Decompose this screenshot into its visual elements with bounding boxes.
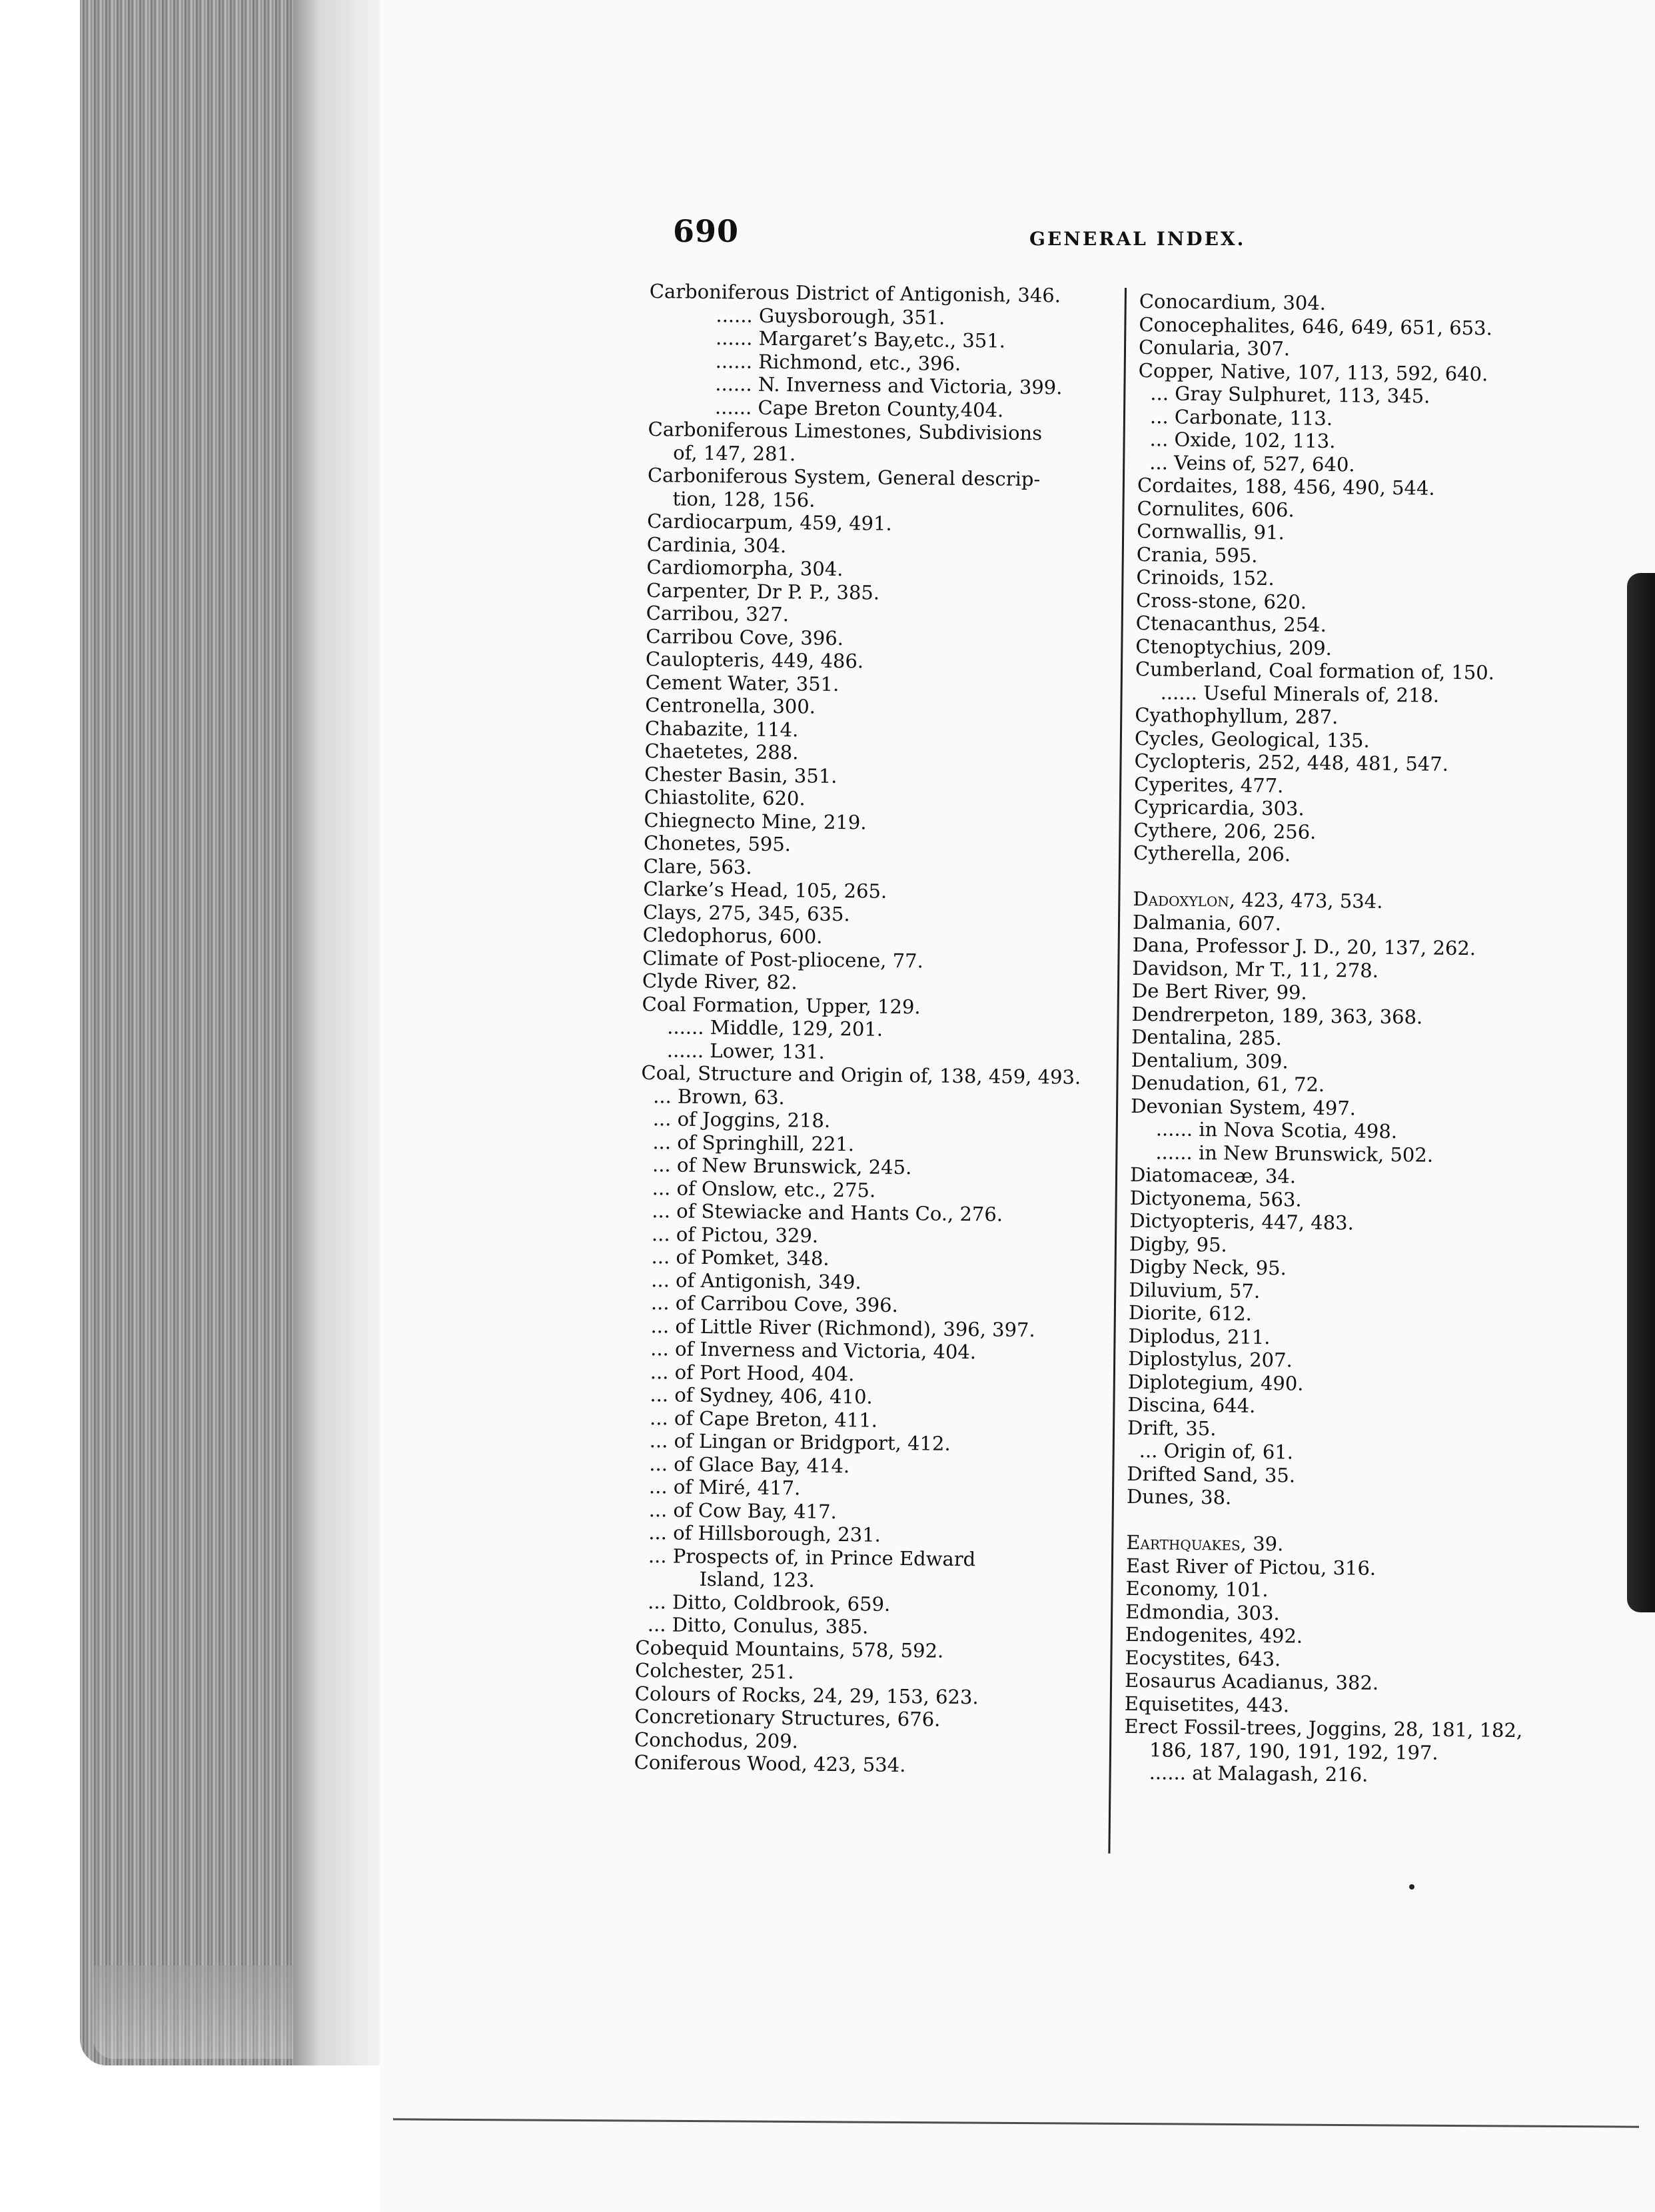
index-entry: Ctenacanthus, 254.: [1135, 611, 1327, 636]
index-entry: Carribou, 327.: [646, 601, 790, 626]
ink-speck: [1409, 1884, 1414, 1890]
index-entry: Carribou Cove, 396.: [646, 624, 844, 650]
index-entry: Conchodus, 209.: [634, 1728, 799, 1752]
index-entry: Cross-stone, 620.: [1135, 588, 1307, 614]
index-entry: ... Oxide, 102, 113.: [1149, 428, 1336, 453]
index-entry: Equisetites, 443.: [1124, 1692, 1290, 1716]
index-entry: ... of Port Hood, 404.: [650, 1360, 855, 1385]
page-number: 690: [673, 213, 740, 249]
index-entry: Cythere, 206, 256.: [1133, 818, 1317, 843]
index-entry: Endogenites, 492.: [1125, 1622, 1303, 1648]
index-entry: ... of Hillsborough, 231.: [648, 1521, 881, 1546]
index-entry: Climate of Post-pliocene, 77.: [642, 946, 923, 972]
index-entry: ... Origin of, 61.: [1139, 1439, 1294, 1464]
index-entry: Clays, 275, 345, 635.: [642, 900, 850, 925]
index-entry: ...... Cape Breton County,404.: [714, 395, 1004, 422]
index-entry: ...... Margaret’s Bay,etc., 351.: [715, 326, 1006, 352]
index-entry: Chabazite, 114.: [644, 716, 799, 741]
index-entry: Dana, Professor J. D., 20, 137, 262.: [1132, 933, 1476, 960]
index-entry: De Bert River, 99.: [1131, 979, 1307, 1004]
index-entry: Diplostylus, 207.: [1128, 1347, 1293, 1372]
index-entry: Carboniferous District of Antigonish, 346.: [649, 280, 1061, 307]
index-entry: 186, 187, 190, 191, 192, 197.: [1149, 1738, 1438, 1764]
index-entry: Clyde River, 82.: [642, 969, 798, 994]
index-entry: ... of Joggins, 218.: [652, 1107, 831, 1132]
index-entry: Concretionary Structures, 676.: [634, 1704, 941, 1731]
index-entry: Conocephalites, 646, 649, 651, 653.: [1139, 312, 1492, 340]
index-entry: Cement Water, 351.: [645, 670, 839, 696]
index-entry: Colchester, 251.: [634, 1658, 794, 1684]
index-entry: Cardinia, 304.: [646, 532, 787, 557]
index-entry: ... of Glace Bay, 414.: [649, 1452, 850, 1477]
index-entry: Denudation, 61, 72.: [1131, 1071, 1325, 1096]
index-entry: Carboniferous Limestones, Subdivisions: [648, 417, 1043, 445]
index-entry: ... Prospects of, in Prince Edward: [648, 1544, 976, 1570]
index-entry: ... of Cape Breton, 411.: [649, 1406, 878, 1432]
index-entry: Carpenter, Dr P. P., 385.: [646, 578, 880, 604]
index-entry: ... of Pictou, 329.: [651, 1222, 819, 1247]
index-entry: Island, 123.: [699, 1567, 815, 1592]
index-entry: Chester Basin, 351.: [644, 762, 837, 788]
index-entry: Clarke’s Head, 105, 265.: [643, 877, 887, 903]
index-entry: ... of Inverness and Victoria, 404.: [650, 1337, 977, 1364]
index-entry: Cordaites, 188, 456, 490, 544.: [1137, 473, 1435, 500]
index-entry: ...... in Nova Scotia, 498.: [1155, 1117, 1398, 1143]
index-entry: Davidson, Mr T., 11, 278.: [1132, 956, 1379, 982]
index-entry: Digby Neck, 95.: [1129, 1255, 1287, 1280]
index-entry: ...... Lower, 131.: [666, 1038, 825, 1063]
index-entry: ... Ditto, Coldbrook, 659.: [648, 1590, 891, 1616]
index-entry: ... of Sydney, 406, 410.: [650, 1383, 873, 1408]
index-entry: Dendrerpeton, 189, 363, 368.: [1131, 1002, 1423, 1029]
index-entry: Eosaurus Acadianus, 382.: [1124, 1668, 1379, 1694]
index-entry: ... Gray Sulphuret, 113, 345.: [1150, 382, 1430, 408]
index-entry: Diluvium, 57.: [1129, 1278, 1261, 1303]
index-entry: Chaetetes, 288.: [644, 739, 799, 764]
index-column-right: [1124, 290, 1539, 1788]
index-entry: Clare, 563.: [643, 854, 752, 879]
index-entry: ... of Cow Bay, 417.: [648, 1498, 837, 1523]
index-entry: ... of Stewiacke and Hants Co., 276.: [652, 1199, 1003, 1226]
index-entry: ... of Pomket, 348.: [651, 1245, 829, 1270]
index-entry: Cyathophyllum, 287.: [1135, 703, 1339, 729]
index-entry: Discina, 644.: [1127, 1392, 1256, 1417]
index-entry: Colours of Rocks, 24, 29, 153, 623.: [634, 1682, 979, 1708]
index-entry: Cornwallis, 91.: [1137, 519, 1285, 544]
index-entry: Earthquakes, 39.: [1126, 1530, 1284, 1556]
index-entry: Carboniferous System, General descrip-: [647, 463, 1041, 491]
index-entry: ... of Lingan or Bridgport, 412.: [649, 1429, 951, 1455]
index-entry: Cledophorus, 600.: [642, 923, 823, 948]
index-entry: Eocystites, 643.: [1125, 1646, 1281, 1670]
index-entry: Cyperites, 477.: [1134, 772, 1284, 797]
index-entry: ... of Antigonish, 349.: [651, 1268, 861, 1293]
index-entry: Dentalina, 285.: [1131, 1025, 1282, 1050]
index-entry: Ctenoptychius, 209.: [1135, 634, 1333, 660]
index-entry: Devonian System, 497.: [1130, 1094, 1357, 1119]
index-entry: Cornulites, 606.: [1137, 496, 1295, 521]
index-column-left: [634, 280, 1109, 1779]
index-entry: Drift, 35.: [1127, 1416, 1217, 1440]
index-entry: Copper, Native, 107, 113, 592, 640.: [1138, 358, 1488, 385]
page-header: [673, 213, 1246, 253]
index-entry: ...... in New Brunswick, 502.: [1155, 1140, 1434, 1167]
index-entry: Chonetes, 595.: [643, 831, 792, 856]
index-entry: Cypricardia, 303.: [1133, 795, 1305, 820]
index-entry: Cardiomorpha, 304.: [646, 555, 843, 581]
index-entry: Cumberland, Coal formation of, 150.: [1135, 657, 1495, 684]
index-entry: Crinoids, 152.: [1136, 565, 1275, 590]
index-entry: ... Brown, 63.: [652, 1084, 785, 1109]
index-entry: Diatomaceæ, 34.: [1129, 1163, 1297, 1188]
index-entry: Cardiocarpum, 459, 491.: [647, 509, 892, 535]
index-entry: Cytherella, 206.: [1133, 841, 1291, 866]
index-entry: Dictyopteris, 447, 483.: [1129, 1209, 1354, 1235]
index-entry: Dalmania, 607.: [1132, 910, 1282, 935]
index-entry: East River of Pictou, 316.: [1125, 1554, 1377, 1580]
index-entry: Diplodus, 211.: [1128, 1324, 1271, 1349]
index-entry: Coal, Structure and Origin of, 138, 459, 493.: [641, 1061, 1081, 1089]
index-entry: Cobequid Mountains, 578, 592.: [635, 1636, 944, 1662]
index-entry: ... Ditto, Conulus, 385.: [647, 1613, 869, 1638]
page-gutter: [293, 0, 380, 2065]
index-entry: Digby, 95.: [1129, 1232, 1227, 1256]
index-entry: ...... N. Inverness and Victoria, 399.: [715, 372, 1063, 399]
index-entry: Cycles, Geological, 135.: [1134, 726, 1370, 752]
index-entry: ...... Richmond, etc., 396.: [715, 349, 961, 375]
index-entry: ... of Little River (Richmond), 396, 397.: [650, 1314, 1035, 1341]
index-entry: ... of Carribou Cove, 396.: [650, 1291, 898, 1317]
index-entry: ...... Middle, 129, 201.: [667, 1015, 883, 1041]
index-entry: Conocardium, 304.: [1139, 290, 1327, 314]
index-entry: Economy, 101.: [1125, 1576, 1269, 1602]
index-entry: Crania, 595.: [1136, 542, 1258, 567]
index-entry: Caulopteris, 449, 486.: [645, 647, 864, 673]
index-entry: ... Carbonate, 113.: [1149, 404, 1333, 430]
index-entry: Dadoxylon, 423, 473, 534.: [1133, 887, 1383, 913]
index-entry: Diorite, 612.: [1128, 1301, 1253, 1325]
index-entry: Chiegnecto Mine, 219.: [644, 808, 867, 833]
index-entry: Conularia, 307.: [1138, 335, 1291, 360]
index-entry: ...... Useful Minerals of, 218.: [1160, 680, 1440, 707]
running-title: GENERAL INDEX.: [1029, 228, 1246, 250]
index-entry: Drifted Sand, 35.: [1127, 1462, 1296, 1487]
index-entry: Centronella, 300.: [645, 693, 816, 718]
index-entry: ... Veins of, 527, 640.: [1149, 450, 1355, 476]
page-right-edge: [1627, 573, 1655, 1612]
index-entry: Coal Formation, Upper, 129.: [642, 992, 921, 1018]
index-entry: Erect Fossil-trees, Joggins, 28, 181, 182,: [1124, 1714, 1523, 1742]
index-entry: Edmondia, 303.: [1125, 1600, 1280, 1624]
index-entry: Dunes, 38.: [1126, 1484, 1232, 1509]
index-entry: of, 147, 281.: [673, 440, 796, 465]
index-entry: ... of Miré, 417.: [648, 1475, 801, 1500]
index-entry: ...... Guysborough, 351.: [716, 303, 945, 329]
index-entry: ...... at Malagash, 216.: [1149, 1761, 1369, 1786]
index-entry: Coniferous Wood, 423, 534.: [634, 1750, 906, 1777]
index-entry: ... of New Brunswick, 245.: [652, 1153, 912, 1179]
index-entry: tion, 128, 156.: [672, 486, 816, 512]
index-entry: Diplotegium, 490.: [1127, 1370, 1304, 1395]
index-entry: ... of Springhill, 221.: [652, 1130, 855, 1155]
index-entry: Chiastolite, 620.: [644, 785, 806, 810]
index-entry: Dentalium, 309.: [1131, 1048, 1289, 1073]
index-entry: Cyclopteris, 252, 448, 481, 547.: [1134, 749, 1449, 776]
index-entry: ... of Onslow, etc., 275.: [652, 1176, 876, 1202]
index-entry: Dictyonema, 563.: [1129, 1186, 1302, 1211]
